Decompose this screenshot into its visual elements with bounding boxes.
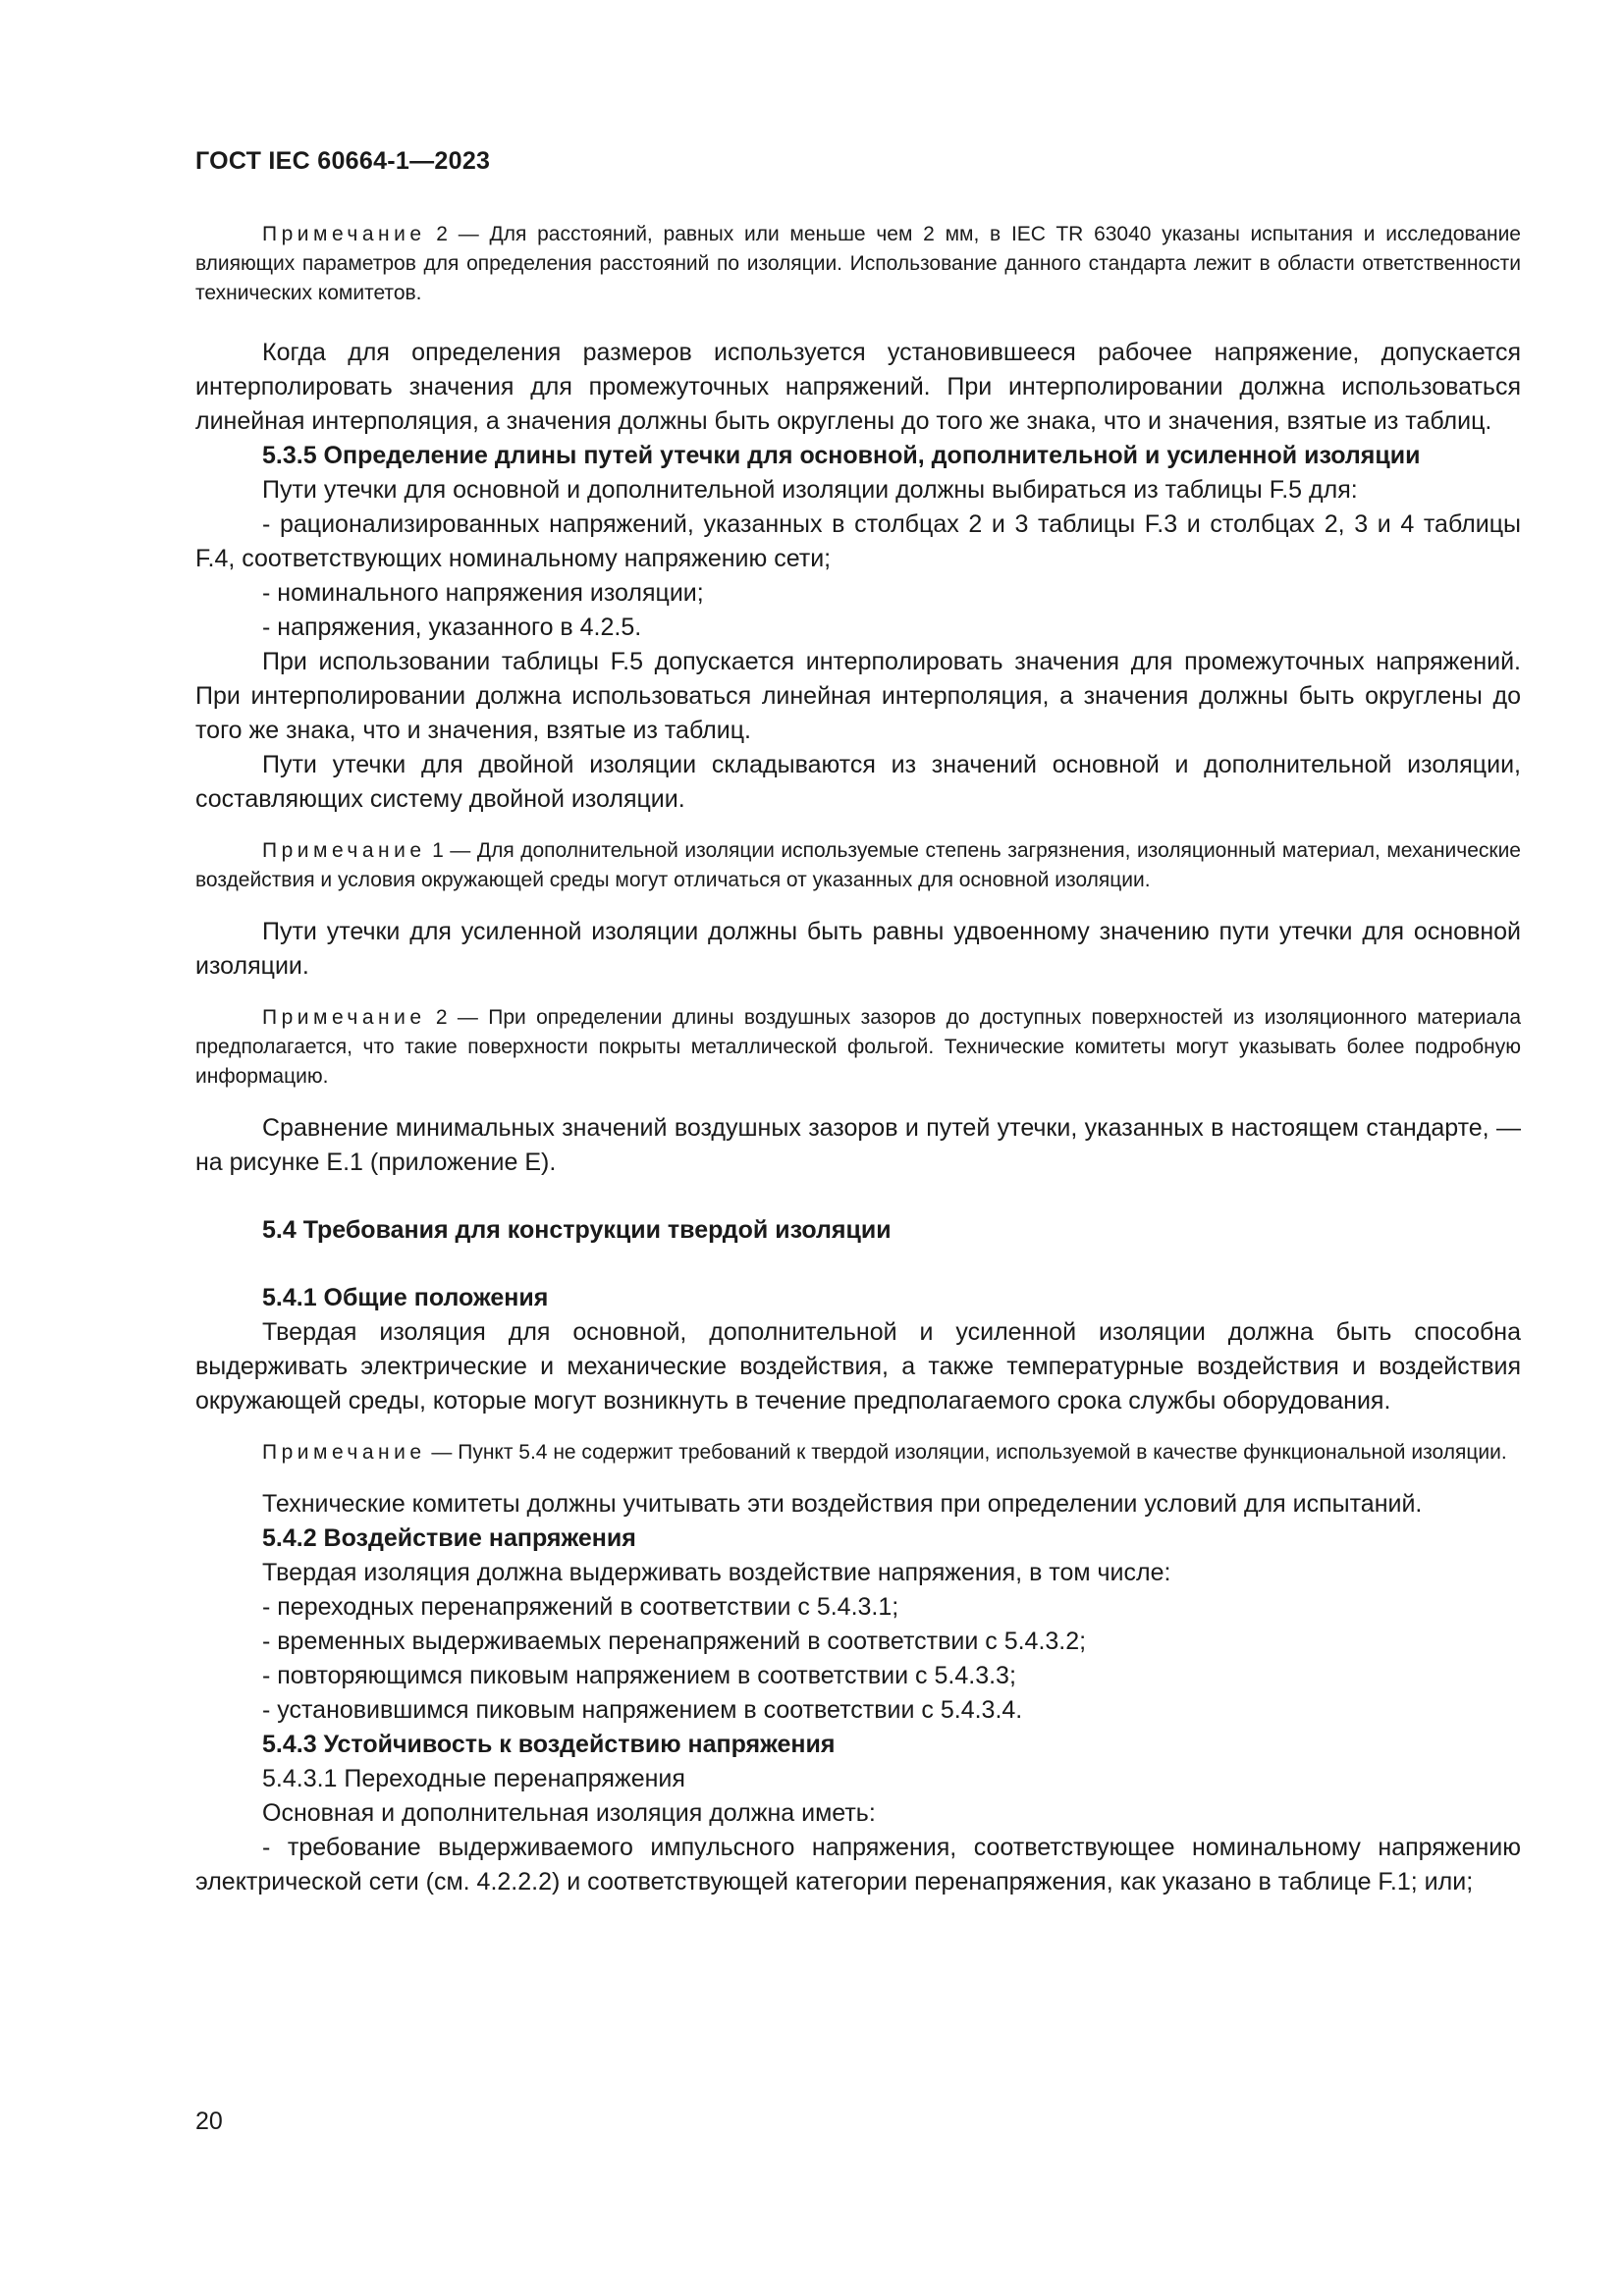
note-2-distances <box>195 220 1521 308</box>
document-body <box>195 220 1521 1899</box>
heading-5-4: 5.4 Требования для конструкции твердой изоляции <box>262 1216 892 1244</box>
note-2-foil <box>195 1003 1521 1092</box>
list-item-impulse-withstand: - требование выдерживаемого импульсного напряжения, соответствующее номинальному напряжению электрической сети (см. 4.2.2.2) и соответствующей категории перенапряжения, как указано в таблице F.1; или; <box>195 1834 1521 1896</box>
paragraph-comparison-figure-e1: Сравнение минимальных значений воздушных зазоров и путей утечки, указанных в настоящем стандарте, — на рисунке Е.1 (приложение Е). <box>195 1114 1521 1176</box>
note-text: 2 — Для расстояний, равных или меньше чем 2 мм, в IEC TR 63040 указаны испытания и исследование влияющих параметров для определения расстояний по изоляции. Использование данного стандарта лежит в области ответственности технических комитетов. <box>195 223 1521 304</box>
list-item-rationalized-voltages: - рационализированных напряжений, указанных в столбцах 2 и 3 таблицы F.3 и столбцах 2, 3 и 4 таблицы F.4, соответствующих номинальному напряжению сети; <box>195 510 1521 572</box>
note-text: 2 — При определении длины воздушных зазоров до доступных поверхностей из изоляционного материала предполагается, что такие поверхности покрыты металлической фольгой. Технические комитеты могут указывать более подробную информацию. <box>195 1006 1521 1088</box>
note-text: 1 — Для дополнительной изоляции используемые степень загрязнения, изоляционный материал, механические воздействия и условия окружающей среды могут отличаться от указанных для основной изоляции. <box>195 839 1521 891</box>
heading-5-4-3: 5.4.3 Устойчивость к воздействию напряжения <box>262 1731 836 1758</box>
paragraph-creepage-selection: Пути утечки для основной и дополнительной изоляции должны выбираться из таблицы F.5 для: <box>262 476 1358 504</box>
list-item-transient-overvoltages: - переходных перенапряжений в соответствии с 5.4.3.1; <box>262 1593 899 1621</box>
heading-5-4-3-1: 5.4.3.1 Переходные перенапряжения <box>262 1765 685 1792</box>
heading-5-4-1: 5.4.1 Общие положения <box>262 1284 549 1311</box>
page-number: 20 <box>195 2108 223 2135</box>
paragraph-double-insulation: Пути утечки для двойной изоляции складываются из значений основной и дополнительной изоляции, составляющих систему двойной изоляции. <box>195 751 1521 813</box>
heading-5-3-5: 5.3.5 Определение длины путей утечки для основной, дополнительной и усиленной изоляции <box>262 442 1421 469</box>
list-item-recurring-peak: - повторяющимся пиковым напряжением в соответствии с 5.4.3.3; <box>262 1662 1016 1689</box>
document-header: ГОСТ IEC 60664-1—2023 <box>195 147 491 175</box>
heading-5-4-2: 5.4.2 Воздействие напряжения <box>262 1524 636 1552</box>
paragraph-solid-insulation: Твердая изоляция для основной, дополнительной и усиленной изоляции должна быть способна выдерживать электрические и механические воздействия, а также температурные воздействия и воздействия окружающей среды, которые могут возникнуть в течение предполагаемого срока службы оборудования. <box>195 1318 1521 1415</box>
note-text: — Пункт 5.4 не содержит требований к твердой изоляции, используемой в качестве функциональной изоляции. <box>425 1441 1507 1464</box>
note-label: Примечание <box>262 1006 426 1029</box>
paragraph-interpolation: Когда для определения размеров используется установившееся рабочее напряжение, допускается интерполировать значения для промежуточных напряжений. При интерполировании должна использоваться линейная интерполяция, а значения должны быть округлены до того же знака, что и значения, взятые из таблиц. <box>195 339 1521 435</box>
paragraph-table-f5-interpolation: При использовании таблицы F.5 допускается интерполировать значения для промежуточных напряжений. При интерполировании должна использоваться линейная интерполяция, а значения должны быть округлены до того же знака, что и значения, взятые из таблиц. <box>195 648 1521 744</box>
paragraph-basic-supplementary: Основная и дополнительная изоляция должна иметь: <box>262 1799 876 1827</box>
note-label: Примечание <box>262 1441 426 1464</box>
list-item-temporary-overvoltages: - временных выдерживаемых перенапряжений в соответствии с 5.4.3.2; <box>262 1628 1087 1655</box>
list-item-voltage-4-2-5: - напряжения, указанного в 4.2.5. <box>262 614 642 641</box>
list-item-steady-state-peak: - установившимся пиковым напряжением в соответствии с 5.4.3.4. <box>262 1696 1023 1724</box>
paragraph-technical-committees: Технические комитеты должны учитывать эти воздействия при определении условий для испытаний. <box>262 1490 1423 1518</box>
paragraph-reinforced-insulation: Пути утечки для усиленной изоляции должны быть равны удвоенному значению пути утечки для основной изоляции. <box>195 918 1521 980</box>
note-functional-insulation <box>195 1438 1521 1468</box>
note-1-supplementary <box>195 836 1521 895</box>
paragraph-voltage-stress: Твердая изоляция должна выдерживать воздействие напряжения, в том числе: <box>262 1559 1171 1586</box>
note-label: Примечание <box>262 223 426 245</box>
list-item-rated-insulation-voltage: - номинального напряжения изоляции; <box>262 579 704 607</box>
note-label: Примечание <box>262 839 426 862</box>
